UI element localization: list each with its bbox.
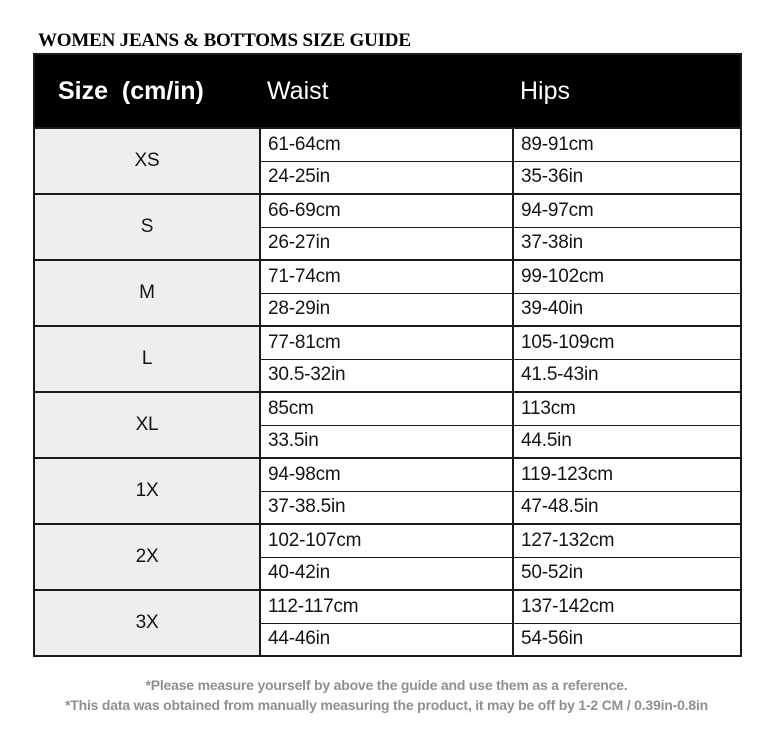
footnotes (33, 675, 740, 715)
waist-in-cell: 24-25in (260, 161, 513, 194)
table-row (34, 392, 741, 425)
waist-in-cell: 30.5-32in (260, 359, 513, 392)
size-label-cell: L (34, 326, 260, 392)
column-header-waist: Waist (260, 54, 513, 128)
hips-cm-cell: 137-142cm (513, 590, 741, 623)
size-label-cell: XS (34, 128, 260, 194)
waist-cm-cell: 66-69cm (260, 194, 513, 227)
hips-cm-cell: 99-102cm (513, 260, 741, 293)
table-row (34, 458, 741, 491)
waist-in-cell: 40-42in (260, 557, 513, 590)
waist-in-cell: 37-38.5in (260, 491, 513, 524)
hips-cm-cell: 94-97cm (513, 194, 741, 227)
hips-in-cell: 41.5-43in (513, 359, 741, 392)
hips-in-cell: 44.5in (513, 425, 741, 458)
hips-in-cell: 39-40in (513, 293, 741, 326)
hips-in-cell: 35-36in (513, 161, 741, 194)
size-label-cell: 2X (34, 524, 260, 590)
table-row (34, 128, 741, 161)
waist-cm-cell: 112-117cm (260, 590, 513, 623)
size-label-cell: S (34, 194, 260, 260)
size-label-cell: 1X (34, 458, 260, 524)
waist-cm-cell: 85cm (260, 392, 513, 425)
page-title: WOMEN JEANS & BOTTOMS SIZE GUIDE (38, 30, 411, 51)
size-guide-table (33, 53, 742, 657)
table-row (34, 326, 741, 359)
table-row (34, 260, 741, 293)
hips-in-cell: 37-38in (513, 227, 741, 260)
waist-in-cell: 44-46in (260, 623, 513, 656)
hips-in-cell: 54-56in (513, 623, 741, 656)
waist-in-cell: 26-27in (260, 227, 513, 260)
waist-in-cell: 33.5in (260, 425, 513, 458)
hips-cm-cell: 113cm (513, 392, 741, 425)
waist-cm-cell: 77-81cm (260, 326, 513, 359)
column-header-size: Size (cm/in) (34, 54, 260, 128)
hips-in-cell: 47-48.5in (513, 491, 741, 524)
header-row (34, 54, 741, 128)
size-label-cell: M (34, 260, 260, 326)
hips-cm-cell: 105-109cm (513, 326, 741, 359)
size-label-cell: XL (34, 392, 260, 458)
hips-cm-cell: 119-123cm (513, 458, 741, 491)
hips-cm-cell: 127-132cm (513, 524, 741, 557)
footnote: *Please measure yourself by above the guide and use them as a reference. (145, 677, 628, 693)
table-row (34, 590, 741, 623)
waist-cm-cell: 71-74cm (260, 260, 513, 293)
size-label-cell: 3X (34, 590, 260, 656)
table-row (34, 194, 741, 227)
waist-cm-cell: 94-98cm (260, 458, 513, 491)
table-row (34, 524, 741, 557)
footnote: *This data was obtained from manually measuring the product, it may be off by 1-2 CM / 0.39in-0.8in (65, 697, 708, 713)
hips-cm-cell: 89-91cm (513, 128, 741, 161)
waist-in-cell: 28-29in (260, 293, 513, 326)
hips-in-cell: 50-52in (513, 557, 741, 590)
waist-cm-cell: 61-64cm (260, 128, 513, 161)
waist-cm-cell: 102-107cm (260, 524, 513, 557)
column-header-hips: Hips (513, 54, 741, 128)
